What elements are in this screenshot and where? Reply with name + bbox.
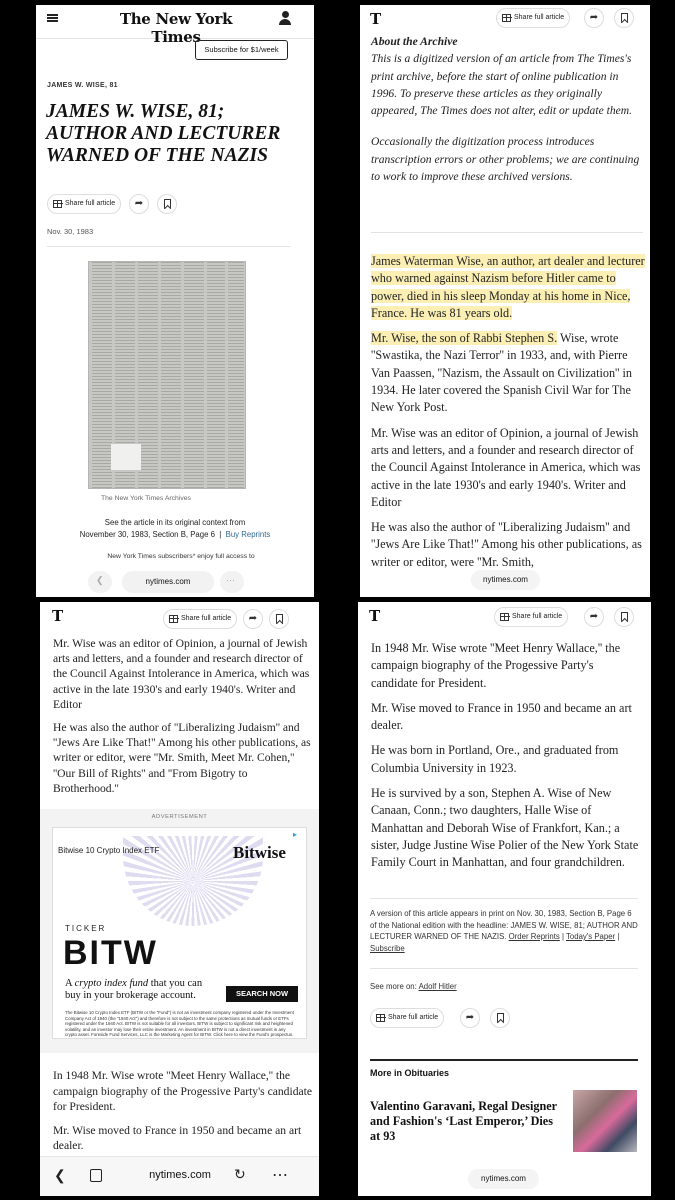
share-arrow-icon: ➦ (134, 198, 144, 209)
tabs-icon[interactable] (90, 1169, 102, 1182)
screenshot-panel-3 (40, 602, 319, 1196)
divider (47, 246, 290, 247)
top-toolbar (358, 602, 651, 632)
share-label: Share full article (181, 615, 232, 622)
ad-tagline-post: that you can buy in your brokerage account. (65, 978, 203, 1001)
subscribers-note: New York Times subscribers* enjoy full access to (107, 553, 255, 560)
article-body (53, 636, 315, 804)
save-button[interactable] (269, 609, 289, 629)
order-reprints-link[interactable]: Order Reprints (508, 932, 560, 941)
share-label: Share full article (512, 613, 563, 620)
url-bar[interactable]: nytimes.com (149, 1169, 211, 1181)
highlighted-text: Mr. Wise, the son of Rabbi Stephen S. (371, 331, 558, 346)
share-arrow-button[interactable] (243, 609, 263, 629)
share-arrow-icon: ➦ (465, 1012, 475, 1023)
archive-note (371, 33, 643, 193)
see-more-topics (370, 982, 457, 991)
related-article-thumbnail[interactable] (573, 1090, 637, 1152)
gift-icon (169, 615, 178, 623)
share-arrow-icon: ➦ (589, 12, 599, 23)
share-arrow-icon: ➦ (589, 611, 599, 622)
menu-icon[interactable] (47, 14, 58, 22)
url-bar[interactable]: nytimes.com (122, 571, 214, 593)
back-arrow-icon[interactable]: ❮ (54, 1167, 66, 1183)
body-paragraph: Mr. Wise was an editor of Opinion, a journal of Jewish arts and letters, and a founder and research director of the Council Against Intolerance in America, which was active in the late 1930's and early 1940's. Writer and Editor (53, 637, 310, 711)
more-in-obituaries-heading: More in Obituaries (370, 1068, 450, 1078)
highlighted-text: James Waterman Wise, an author, art dealer and lecturer who warned against Nazism before Hitler came to power, died in his sleep Monday at his home in Nice, France. He was 81 years old. (371, 254, 645, 320)
buy-reprints-link[interactable]: Buy Reprints (225, 530, 271, 539)
gift-icon (376, 1014, 385, 1022)
original-context-note (60, 517, 290, 541)
share-arrow-button[interactable] (584, 8, 604, 28)
ad-tagline (65, 978, 215, 1002)
todays-paper-link[interactable]: Today's Paper (566, 932, 616, 941)
nyt-logo[interactable]: The New York Times (119, 10, 233, 46)
gift-icon (500, 613, 509, 621)
ad-search-now-button[interactable]: SEARCH NOW (226, 986, 298, 1002)
image-caption: The New York Times Archives (101, 495, 191, 502)
body-text: Wise, wrote ''Swastika, the Nazi Terror'' in 1933, and, with Pierre Van Paassen, ''Nazism, the Assault on Civilization'' in 1934. He later covered the Spanish Civil War for The New York Post. (371, 331, 632, 415)
article-body-continued (53, 1068, 315, 1162)
top-toolbar (40, 602, 319, 632)
share-arrow-button[interactable] (460, 1008, 480, 1028)
share-arrow-button[interactable] (129, 194, 149, 214)
ad-ticker-label: TICKER (65, 924, 107, 933)
article-body (371, 640, 643, 880)
nyt-t-logo[interactable]: T (369, 607, 381, 625)
nyt-t-logo[interactable]: T (52, 607, 64, 625)
ad-etf-name: Bitwise 10 Crypto Index ETF (58, 846, 160, 855)
nyt-t-logo[interactable]: T (370, 10, 382, 28)
account-icon[interactable] (279, 11, 291, 27)
screenshot-panel-4 (358, 602, 651, 1196)
share-toolbar (496, 8, 646, 28)
ad-ticker: BITW (63, 934, 158, 972)
body-paragraph (371, 330, 648, 416)
share-full-article-button[interactable] (496, 8, 570, 28)
ellipsis-icon: ⋯ (226, 575, 235, 585)
share-full-article-button[interactable] (47, 194, 121, 214)
body-paragraph: He is survived by a son, Stephen A. Wise of New Canaan, Conn.; two daughters, Halle Wise of Manhattan and Deborah Wise of Frankfort, Kan.; a sister, Judge Justine Wise Polier of the New York State Family Court in Manhattan, and four grandchildren. (371, 786, 639, 870)
archive-heading: About the Archive (371, 35, 458, 48)
share-toolbar (163, 609, 313, 629)
ad-fine-print: The Bitwise 10 Crypto Index ETF (BITW or the "Fund") is not an investment company registered under the Investment Company Act of 1940 (the "1940 Act") and therefore is not subject to the same protections as mutual funds or ETFs registered under the 1940 Act. BITW is not suitable for all investors. BITW is subject to significant risk and heightened volatility, and an investor may lose their entire investment. An investment in BITW is not a direct investment in any crypto asset. Foreside Fund Services, LLC is the Marketing Agent for BITW. Click here to view the Fund's prospectus. (65, 1010, 294, 1037)
bookmark-icon (621, 612, 628, 622)
more-button[interactable] (220, 571, 244, 593)
archive-paragraph-1: This is a digitized version of an article from The Times's print archive, before the start of online publication in 1996. To preserve these articles as they originally appeared, The Times does not alter, edit or update them. (371, 52, 633, 118)
screenshot-panel-2 (360, 5, 650, 597)
related-article-title[interactable]: Valentino Garavani, Regal Designer and Fashion's ‘Last Emperor,’ Dies at 93 (370, 1099, 557, 1143)
share-full-article-button[interactable] (163, 609, 237, 629)
context-line-1: See the article in its original context from (104, 518, 246, 527)
url-bar[interactable]: nytimes.com (468, 1169, 539, 1189)
context-source: November 30, 1983, Section B, Page 6 (79, 530, 215, 539)
archive-paragraph-2: Occasionally the digitization process introduces transcription errors or other problems; we are continuing to work to improve these archived versions. (371, 135, 640, 184)
context-line-2: November 30, 1983, Section B, Page 6 | Buy Reprints (79, 530, 271, 539)
ad-brand: Bitwise (233, 843, 286, 862)
article-headline: JAMES W. WISE, 81; AUTHOR AND LECTURER WARNED OF THE NAZIS (46, 101, 281, 166)
masthead (36, 5, 314, 46)
bookmark-icon (164, 199, 171, 209)
body-paragraph: Mr. Wise moved to France in 1950 and became an art dealer. (53, 1123, 302, 1152)
chevron-left-icon: ❮ (96, 575, 104, 585)
adchoices-icon[interactable]: ▸ (293, 830, 298, 839)
bookmark-icon (497, 1013, 504, 1023)
url-bar[interactable]: nytimes.com (471, 570, 540, 590)
share-full-article-button[interactable] (370, 1008, 444, 1028)
print-edition-note: A version of this article appears in print on Nov. 30, 1983, Section B, Page 6 of the National edition with the headline: JAMES W. WISE, 81; AUTHOR AND LECTURER WARNED OF THE NAZIS. Order Reprints | Today's Paper | Subscribe (370, 909, 638, 953)
share-full-article-button[interactable] (494, 607, 568, 627)
gift-icon (502, 14, 511, 22)
body-paragraph: He was also the author of ''Liberalizing Judaism'' and ''Jews Are Like That!'' Among his other publications, as writer or editor, were ''Mr. Smith, Meet Mr. Cohen,'' ''Our Bill of Rights'' and ''From Bigotry to Brotherhood.'' (53, 721, 311, 795)
section-divider (370, 1059, 638, 1061)
share-toolbar (47, 194, 187, 214)
ad-creative[interactable] (52, 827, 307, 1039)
body-paragraph: Mr. Wise was an editor of Opinion, a journal of Jewish arts and letters, and a founder and research director of the Council Against Intolerance in America, which was active in the late 1930's and early 1940's. Writer and Editor (371, 425, 641, 509)
share-toolbar-bottom (370, 1008, 520, 1028)
subscribe-button[interactable]: Subscribe for $1/week (195, 40, 288, 60)
article-kicker: JAMES W. WISE, 81 (47, 82, 118, 89)
share-toolbar (494, 607, 649, 627)
article-date: Nov. 30, 1983 (47, 227, 94, 236)
ad-label: ADVERTISEMENT (151, 814, 208, 820)
bookmark-icon (276, 614, 283, 624)
share-arrow-icon: ➦ (248, 613, 258, 624)
subscribe-link[interactable]: Subscribe (370, 943, 405, 953)
save-button[interactable] (157, 194, 177, 214)
top-toolbar (360, 5, 650, 35)
divider (370, 898, 638, 899)
body-paragraph (371, 253, 648, 322)
reload-icon[interactable]: ↻ (234, 1166, 246, 1182)
see-more-label: See more on: (370, 982, 417, 991)
ad-tagline-pre: A (65, 978, 75, 989)
topic-link-adolf-hitler[interactable]: Adolf Hitler (418, 982, 457, 991)
body-paragraph: Mr. Wise moved to France in 1950 and became an art dealer. (371, 700, 632, 733)
gift-icon (53, 200, 62, 208)
share-label: Share full article (514, 14, 565, 21)
ad-tagline-italic: crypto index fund (74, 978, 149, 989)
save-button[interactable] (490, 1008, 510, 1028)
advertisement (40, 809, 319, 1053)
save-button[interactable] (614, 8, 634, 28)
screenshot-panel-1 (36, 5, 314, 597)
share-label: Share full article (65, 200, 116, 207)
bookmark-icon (621, 13, 628, 23)
print-note-text: A version of this article appears in print on Nov. 30, 1983, Section B, Page 6 of the National edition with the headline: JAMES W. WISE, 81; AUTHOR AND LECTURER WARNED OF THE NAZIS. (370, 909, 638, 941)
back-button[interactable] (88, 571, 112, 593)
body-paragraph: He was also the author of ''Liberalizing Judaism'' and ''Jews Are Like That!'' Among his other publications, as writer or editor, were ''Mr. Smith, (371, 520, 642, 569)
body-paragraph: In 1948 Mr. Wise wrote ''Meet Henry Wallace,'' the campaign biography of the Progessive Party's candidate for President. (53, 1069, 313, 1113)
browser-bottom-bar (40, 1156, 319, 1196)
share-arrow-button[interactable] (584, 607, 604, 627)
archive-page-scan[interactable] (88, 261, 246, 489)
share-label: Share full article (388, 1014, 439, 1021)
divider (370, 968, 638, 969)
body-paragraph: In 1948 Mr. Wise wrote ''Meet Henry Wallace,'' the campaign biography of the Progessive Party's candidate for President. (371, 641, 621, 690)
save-button[interactable] (614, 607, 634, 627)
article-body (371, 253, 648, 579)
divider (371, 232, 643, 233)
menorah-illustration (111, 444, 141, 470)
more-menu-icon[interactable]: ⋯ (272, 1167, 288, 1184)
body-paragraph: He was born in Portland, Ore., and graduated from Columbia University in 1923. (371, 743, 619, 775)
